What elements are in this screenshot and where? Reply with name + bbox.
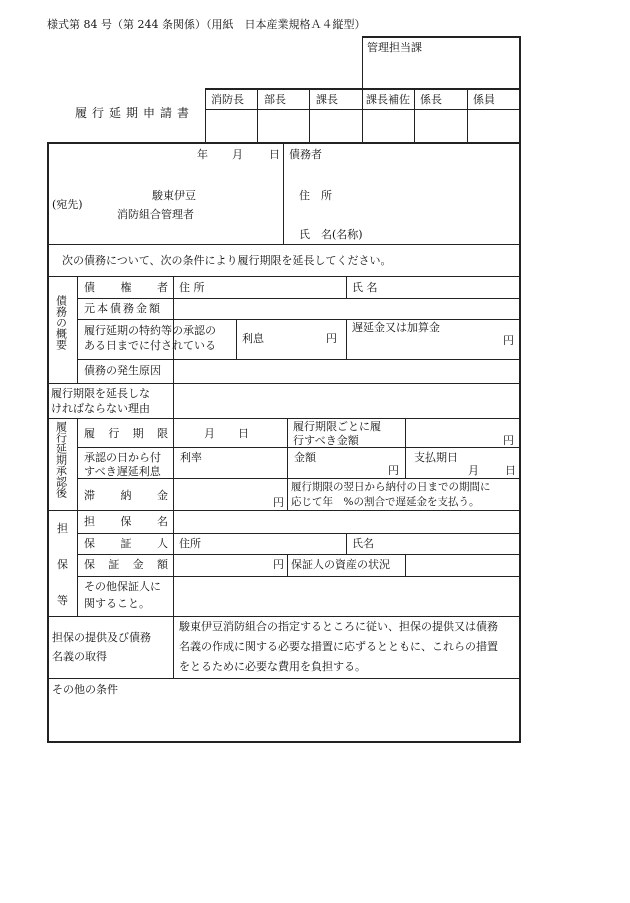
line (236, 319, 237, 359)
date-month: 月 (232, 148, 243, 161)
line (173, 510, 174, 678)
line (77, 276, 78, 383)
line (414, 88, 415, 143)
line (47, 616, 520, 617)
line (47, 383, 520, 384)
creditor-label: 債権者 (84, 281, 168, 294)
provision-text-line1: 駿東伊豆消防組合の指定するところに従い、担保の提供又は債務 (179, 620, 498, 633)
role-label: 係員 (473, 93, 495, 106)
late-interest-line1: 承認の日から付 (84, 451, 161, 464)
line (173, 418, 174, 510)
interest-label: 利息 (242, 332, 264, 345)
amount-due-line1: 履行期限ごとに履 (293, 420, 381, 433)
line (257, 88, 258, 143)
request-text: 次の債務について、次の条件により履行期限を延長してください。 (62, 254, 392, 267)
line (77, 418, 78, 510)
deadline-label: 履行期限 (84, 427, 168, 440)
line (47, 741, 521, 743)
other-conditions-label: その他の条件 (52, 683, 118, 696)
line (47, 142, 49, 742)
provision-text-line2: 名義の作成に関する必要な措置に応ずるとともに、これらの措置 (179, 640, 498, 653)
deadline-day: 日 (238, 427, 249, 440)
collateral-label: 担保名 (84, 515, 168, 528)
guarantor-name-label: 氏名 (352, 537, 374, 550)
assets-label: 保証人の資産の状況 (291, 558, 390, 571)
line (346, 319, 347, 359)
guarantor-label: 保証人 (84, 537, 168, 550)
pay-month: 月 (468, 464, 479, 477)
debtor-label: 債務者 (289, 148, 322, 161)
addressee-label: (宛先) (52, 198, 83, 211)
yen-label: 円 (503, 334, 514, 347)
creditor-name-label: 氏 名 (352, 281, 378, 294)
other-guarantor-line1: その他保証人に (84, 580, 161, 593)
line (346, 276, 347, 298)
late-label: 遅延金又は加算金 (352, 321, 440, 334)
section-label: 履行延期承認後 (54, 421, 68, 498)
yen-label: 円 (388, 464, 399, 477)
section-label: 等 (57, 594, 68, 607)
arrears-note-line1: 履行期限の翌日から納付の日までの期間に (291, 481, 491, 493)
role-label: 部長 (264, 93, 286, 106)
line (77, 298, 520, 299)
guarantor-address-label: 住所 (179, 537, 201, 550)
other-guarantor-line2: 関すること。 (84, 597, 150, 610)
addressee-line1: 駿東伊豆 (152, 189, 196, 202)
line (405, 418, 406, 478)
yen-label: 円 (503, 434, 514, 447)
page-title: 履行延期申請書 (75, 106, 195, 120)
role-label: 課長補佐 (366, 93, 410, 106)
line (77, 359, 520, 360)
date-year: 年 (197, 148, 208, 161)
arrears-note-line2: 応じて年 %の割合で遅延金を支払う。 (291, 496, 480, 508)
arrears-label: 滞納金 (84, 489, 168, 502)
line (283, 142, 284, 244)
line (77, 533, 520, 534)
line (77, 554, 520, 555)
cause-label: 債務の発生原因 (84, 364, 161, 377)
yen-label: 円 (273, 558, 284, 571)
line (346, 533, 347, 554)
reason-line2: ければならない理由 (51, 402, 150, 415)
line (309, 88, 310, 143)
late-interest-line2: すべき遅延利息 (84, 465, 161, 478)
line (362, 36, 520, 38)
role-label: 課長 (316, 93, 338, 106)
provision-label-line1: 担保の提供及び債務 (52, 631, 151, 644)
section-label: 管理担当課 (367, 41, 422, 54)
line (47, 244, 520, 245)
yen-label: 円 (273, 496, 284, 509)
line (205, 88, 206, 143)
line (47, 678, 520, 679)
address-label: 住 所 (299, 189, 332, 202)
section-label: 債務の概要 (54, 295, 68, 350)
yen-label: 円 (326, 332, 337, 345)
role-label: 係長 (420, 93, 442, 106)
line (77, 576, 520, 577)
interest-note-line1: 履行延期の特約等の承認の (84, 324, 216, 337)
line (47, 510, 520, 511)
creditor-address-label: 住 所 (179, 281, 205, 294)
form-number-note: 様式第 84 号（第 244 条関係）（用紙 日本産業規格Ａ４縦型） (47, 18, 366, 31)
deadline-month: 月 (204, 427, 215, 440)
section-label: 保 (57, 558, 68, 571)
rate-label: 利率 (180, 451, 202, 464)
amount-label: 金額 (294, 451, 316, 464)
line (77, 319, 520, 320)
role-label: 消防長 (211, 93, 244, 106)
reason-line1: 履行期限を延長しな (51, 387, 150, 400)
guarantee-amount-label: 保証金額 (84, 558, 168, 571)
line (77, 510, 78, 616)
interest-note-line2: ある日までに付されている (84, 339, 216, 352)
section-label: 担 (57, 522, 68, 535)
addressee-line2: 消防組合管理者 (117, 208, 194, 221)
line (47, 276, 520, 277)
provision-label-line2: 名義の取得 (52, 650, 107, 663)
pay-day: 日 (505, 464, 516, 477)
provision-text-line3: をとるために必要な費用を負担する。 (179, 660, 366, 673)
line (362, 36, 363, 88)
pay-date-label: 支払期日 (414, 451, 458, 464)
principal-label: 元本債務金額 (84, 302, 162, 315)
line (287, 554, 288, 576)
amount-due-line2: 行すべき金額 (293, 434, 359, 447)
line (362, 88, 363, 143)
date-day: 日 (269, 148, 280, 161)
line (287, 418, 288, 510)
line (47, 418, 520, 419)
line (467, 88, 468, 143)
name-label: 氏 名(名称) (299, 228, 363, 241)
line (405, 554, 406, 576)
